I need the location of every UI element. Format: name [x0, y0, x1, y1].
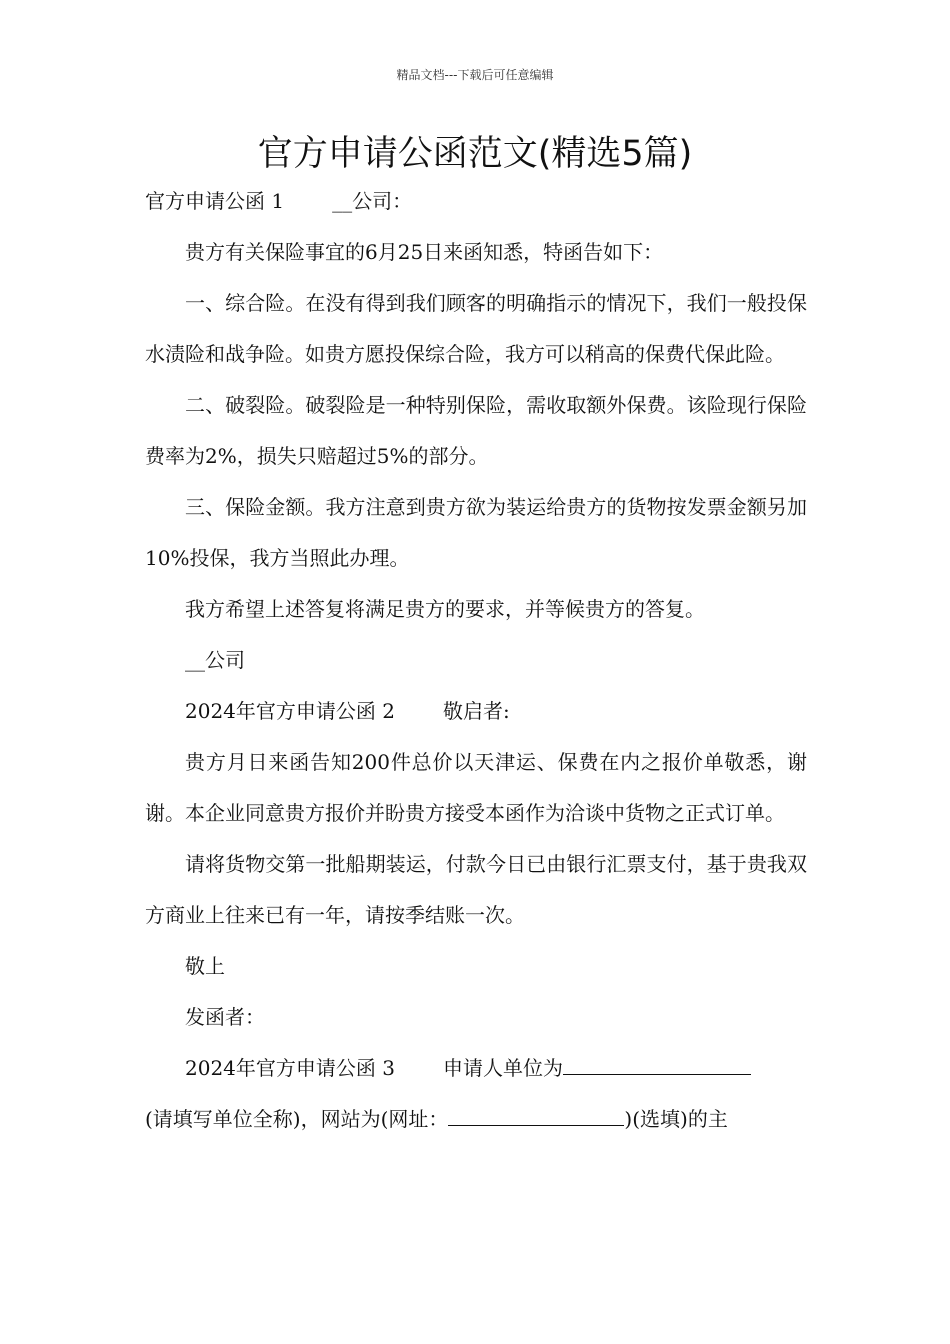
website-blank[interactable] — [448, 1107, 624, 1126]
letter1-salutation: __公司： — [332, 189, 413, 213]
letter1-signature: __公司 — [185, 648, 245, 672]
letter1-paragraph-1: 贵方有关保险事宜的6月25日来函知悉，特函告如下： — [185, 240, 664, 264]
page-title: 官方申请公函范文(精选5篇) — [257, 134, 693, 174]
document-body — [145, 176, 807, 1145]
letter2-salutation: 敬启者: — [442, 699, 510, 723]
letter1-paragraph-3: 二、破裂险。破裂险是一种特别保险，需收取额外保费。该险现行保险费率为2%，损失只赔超过5%的部分。 — [145, 393, 807, 468]
applicant-unit-blank[interactable] — [563, 1056, 751, 1075]
header-note: 精品文档---下载后可任意编辑 — [396, 68, 554, 82]
letter1-heading: 官方申请公函 1 — [145, 189, 285, 213]
letter1-paragraph-2: 一、综合险。在没有得到我们顾客的明确指示的情况下，我们一般投保水渍险和战争险。如贵方愿投保综合险，我方可以稍高的保费代保此险。 — [145, 291, 807, 366]
letter2-closing: 敬上 — [185, 954, 225, 978]
letter1-paragraph-5: 我方希望上述答复将满足贵方的要求，并等候贵方的答复。 — [185, 597, 705, 621]
letter3-part2: (请填写单位全称)，网站为(网址： — [145, 1107, 449, 1131]
letter2-heading: 2024年官方申请公函 2 — [185, 699, 395, 723]
letter2-sender: 发函者： — [185, 1005, 265, 1029]
letter1-paragraph-4: 三、保险金额。我方注意到贵方欲为装运给贵方的货物按发票金额另加10%投保，我方当照此办理。 — [145, 495, 807, 570]
letter1-heading-line — [145, 176, 807, 227]
letter2-paragraph-2: 请将货物交第一批船期装运，付款今日已由银行汇票支付，基于贵我双方商业上往来已有一年，请按季结账一次。 — [145, 852, 807, 927]
letter3-heading: 2024年官方申请公函 3 — [185, 1056, 395, 1080]
letter3-line-2 — [145, 1094, 807, 1145]
letter3-heading-line — [145, 1043, 807, 1094]
letter3-part3: )(选填)的主 — [624, 1107, 728, 1131]
letter2-heading-line — [145, 686, 807, 737]
letter2-paragraph-1: 贵方月日来函告知200件总价以天津运、保费在内之报价单敬悉，谢谢。本企业同意贵方报价并盼贵方接受本函作为洽谈中货物之正式订单。 — [145, 750, 807, 825]
letter3-intro: 申请人单位为 — [442, 1056, 563, 1080]
